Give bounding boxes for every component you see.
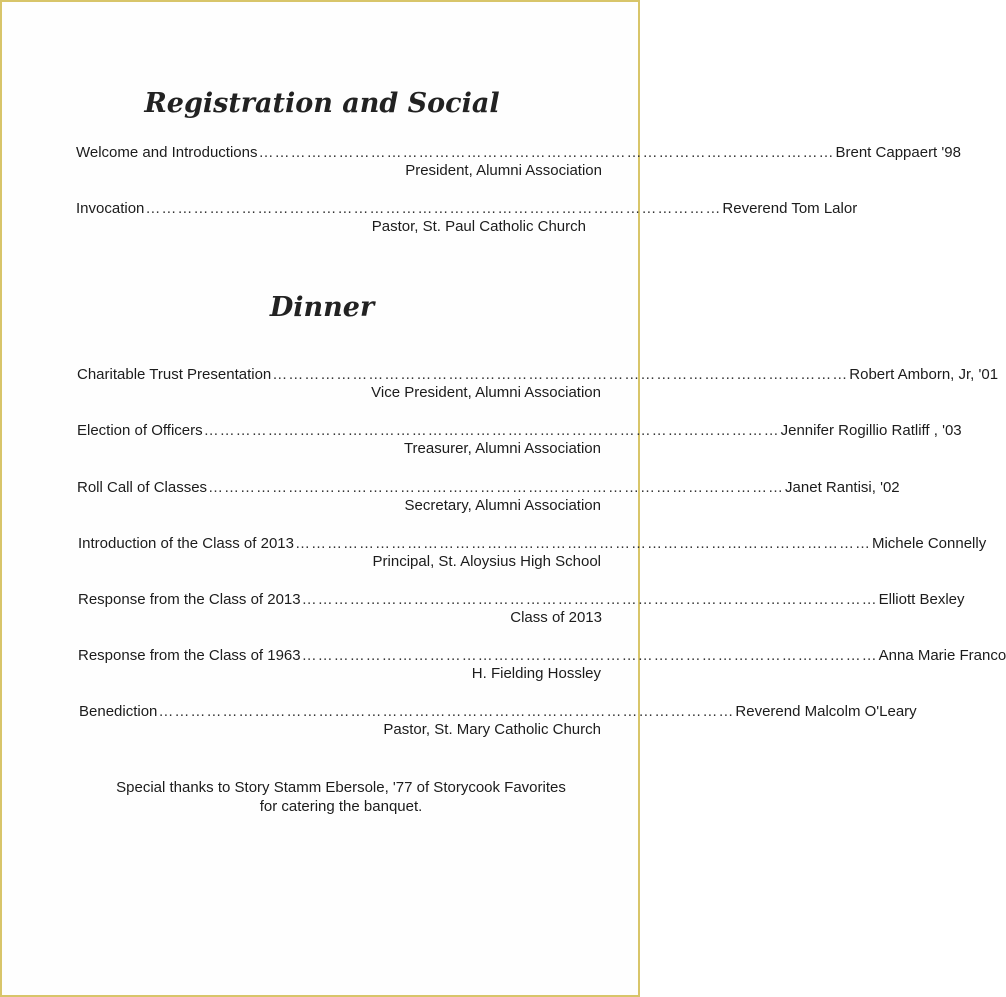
entry-name: Brent Cappaert '98 xyxy=(835,144,961,161)
entry-role: Principal, St. Aloysius High School xyxy=(372,553,601,570)
program-entry xyxy=(79,703,917,739)
program-entry xyxy=(77,422,962,458)
entry-role: Class of 2013 xyxy=(510,609,602,626)
dot-leader: ……………………………………………………………………………………………… xyxy=(208,479,785,496)
entry-item: Election of Officers xyxy=(77,422,203,439)
entry-role: Vice President, Alumni Association xyxy=(371,384,601,401)
entry-item: Welcome and Introductions xyxy=(76,144,258,161)
entry-name: Reverend Malcolm O'Leary xyxy=(735,703,917,720)
dot-leader: ……………………………………………………………………………………………… xyxy=(301,591,878,608)
dot-leader: ……………………………………………………………………………………………… xyxy=(272,366,849,383)
entry-name: Robert Amborn, Jr, '01 xyxy=(849,366,999,383)
program-entry xyxy=(78,647,1006,683)
entry-name: Anna Marie Franco xyxy=(878,647,1006,664)
program-entry xyxy=(77,479,900,515)
entry-item: Benediction xyxy=(79,703,158,720)
entry-role: Treasurer, Alumni Association xyxy=(403,440,601,457)
program-entry xyxy=(76,144,961,180)
entry-role: President, Alumni Association xyxy=(405,162,602,179)
program-entry xyxy=(76,200,858,236)
dot-leader: ……………………………………………………………………………………………… xyxy=(301,647,878,664)
entry-role: Pastor, St. Paul Catholic Church xyxy=(371,218,586,235)
entry-item: Introduction of the Class of 2013 xyxy=(78,535,294,552)
entry-name: Reverend Tom Lalor xyxy=(722,200,858,217)
acknowledgement-line-2: for catering the banquet. xyxy=(259,798,423,815)
dot-leader: ……………………………………………………………………………………………… xyxy=(203,422,780,439)
entry-item: Response from the Class of 1963 xyxy=(78,647,301,664)
dot-leader: ……………………………………………………………………………………………… xyxy=(294,535,871,552)
entry-item: Charitable Trust Presentation xyxy=(77,366,272,383)
dinner-title: Dinner xyxy=(269,292,375,323)
program-entry xyxy=(78,591,965,627)
registration-title: Registration and Social xyxy=(144,88,500,119)
acknowledgement-line-1: Special thanks to Story Stamm Ebersole, '77 of Storycook Favorites xyxy=(116,779,566,796)
entry-role: Pastor, St. Mary Catholic Church xyxy=(383,721,601,738)
entry-role: H. Fielding Hossley xyxy=(471,665,601,682)
entry-name: Janet Rantisi, '02 xyxy=(785,479,900,496)
entry-name: Jennifer Rogillio Ratliff , '03 xyxy=(780,422,962,439)
entry-name: Elliott Bexley xyxy=(878,591,965,608)
dot-leader: ……………………………………………………………………………………………… xyxy=(158,703,735,720)
dot-leader: ……………………………………………………………………………………………… xyxy=(258,144,835,161)
program-entry xyxy=(78,535,987,571)
entry-item: Roll Call of Classes xyxy=(77,479,208,496)
acknowledgement xyxy=(2,778,680,816)
entry-role: Secretary, Alumni Association xyxy=(404,497,601,514)
dot-leader: ……………………………………………………………………………………………… xyxy=(145,200,722,217)
entry-item: Response from the Class of 2013 xyxy=(78,591,301,608)
entry-item: Invocation xyxy=(76,200,145,217)
program-entry xyxy=(77,366,999,402)
entry-name: Michele Connelly xyxy=(871,535,987,552)
